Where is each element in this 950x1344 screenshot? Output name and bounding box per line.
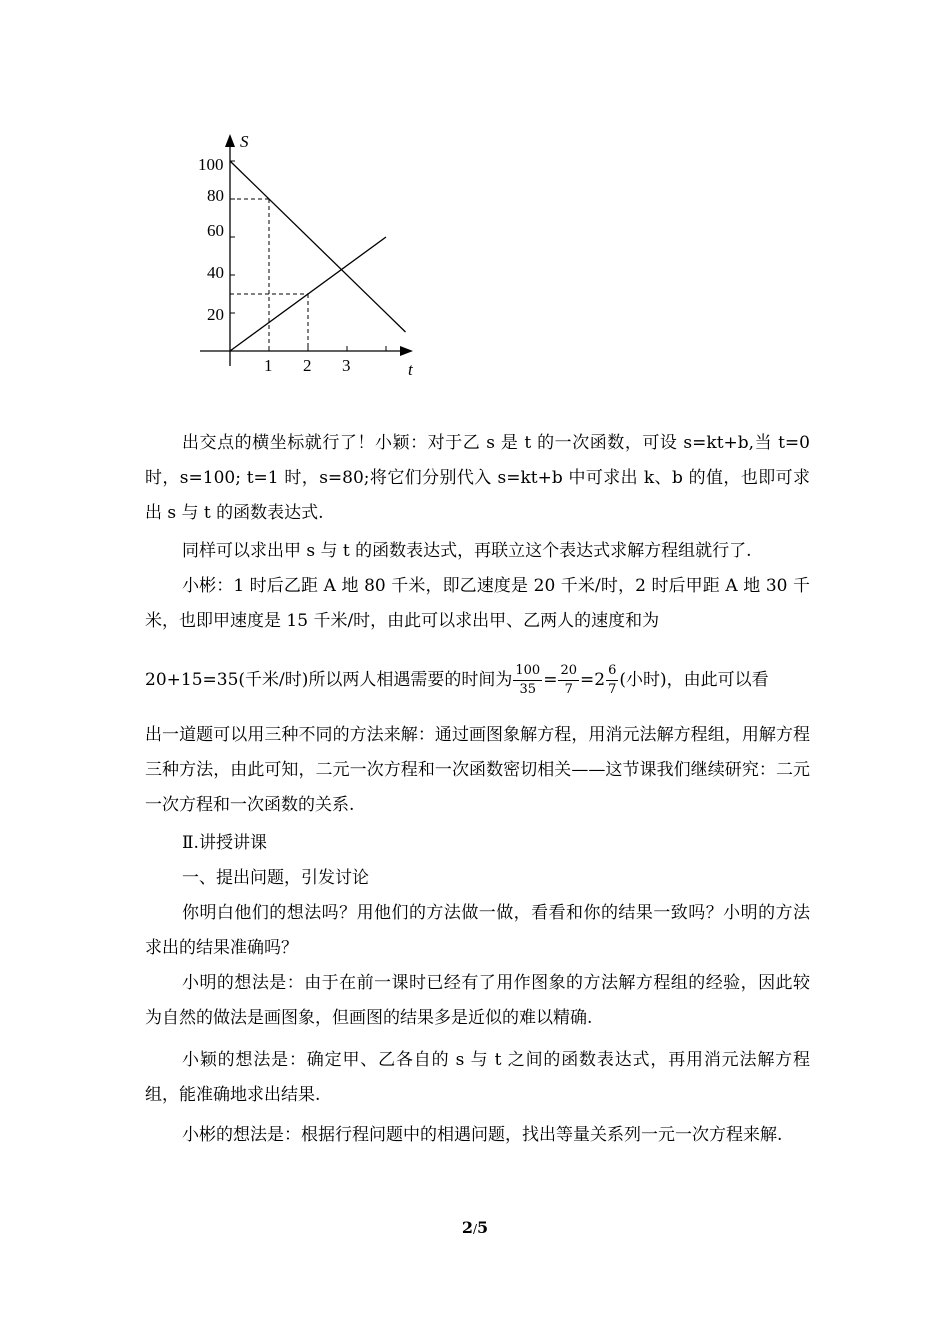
equation-line xyxy=(145,662,769,699)
equals-two: =2 xyxy=(580,670,606,690)
paragraph-xiaobin-speed: 小彬：1 时后乙距 A 地 80 千米，即乙速度是 20 千米/时，2 时后甲距 A 地 30 千米，也即甲速度是 15 千米/时，由此可以求出甲、乙两人的速度和为 xyxy=(145,576,810,631)
x-tick-label-3: 3 xyxy=(342,356,351,375)
x-axis-label: t xyxy=(408,360,413,378)
y-tick-label-60: 60 xyxy=(207,221,224,240)
paragraph-jia-expression: 同样可以求出甲 s 与 t 的函数表达式，再联立这个表达式求解方程组就行了. xyxy=(182,541,752,561)
y-axis-label: S xyxy=(240,132,249,151)
fraction-20-7: $\frac{20}{7}$ xyxy=(560,663,578,697)
y-tick-label-80: 80 xyxy=(207,186,224,205)
fraction-6-7: $\frac{6}{7}$ xyxy=(608,663,617,697)
y-tick-label-40: 40 xyxy=(207,263,224,282)
x-axis-arrow xyxy=(400,346,413,356)
equals-sign: = xyxy=(543,670,558,690)
page-number: 2/5 xyxy=(461,1218,489,1237)
equation-suffix: (小时)，由此可以看 xyxy=(619,670,769,690)
x-tick-label-1: 1 xyxy=(264,356,273,375)
series-line-1 xyxy=(230,161,406,332)
paragraph-xiaoying-idea: 小颖的想法是：确定甲、乙各自的 s 与 t 之间的函数表达式，再用消元法解方程组，能准确地求出结果. xyxy=(145,1050,810,1105)
paragraph-question: 你明白他们的想法吗？用他们的方法做一做，看看和你的结果一致吗？小明的方法求出的结果准确吗？ xyxy=(145,903,810,958)
paragraph-xiaoming-idea: 小明的想法是：由于在前一课时已经有了用作图象的方法解方程组的经验，因此较为自然的做法是画图象，但画图的结果多是近似的难以精确. xyxy=(145,973,810,1028)
heading-raise-question: 一、提出问题，引发讨论 xyxy=(182,868,369,888)
y-axis-arrow xyxy=(225,134,235,147)
x-tick-label-2: 2 xyxy=(303,356,312,375)
paragraph-three-methods: 出一道题可以用三种不同的方法来解：通过画图象解方程，用消元法解方程组，用解方程三种方法，由此可知，二元一次方程和一次函数密切相关——这节课我们继续研究：二元一次方程和一次函数的关系. xyxy=(145,725,810,815)
y-tick-label-100: 100 xyxy=(198,155,224,174)
paragraph-xiaoying-method: 出交点的横坐标就行了！小颖：对于乙 s 是 t 的一次函数，可设 s=kt+b,当 t=0 时，s=100; t=1 时，s=80;将它们分别代入 s=kt+b 中可求出 k、b 的值，也即可求出 s 与 t 的函数表达式. xyxy=(145,433,810,523)
heading-lecture: Ⅱ.讲授讲课 xyxy=(182,833,267,853)
fraction-100-35: $\frac{100}{35}$ xyxy=(515,663,541,697)
y-tick-label-20: 20 xyxy=(207,305,224,324)
paragraph-xiaobin-idea: 小彬的想法是：根据行程问题中的相遇问题，找出等量关系列一元一次方程来解. xyxy=(182,1125,783,1145)
equation-prefix: 20+15=35(千米/时)所以两人相遇需要的时间为 xyxy=(145,670,513,690)
distance-time-graph xyxy=(190,128,430,378)
